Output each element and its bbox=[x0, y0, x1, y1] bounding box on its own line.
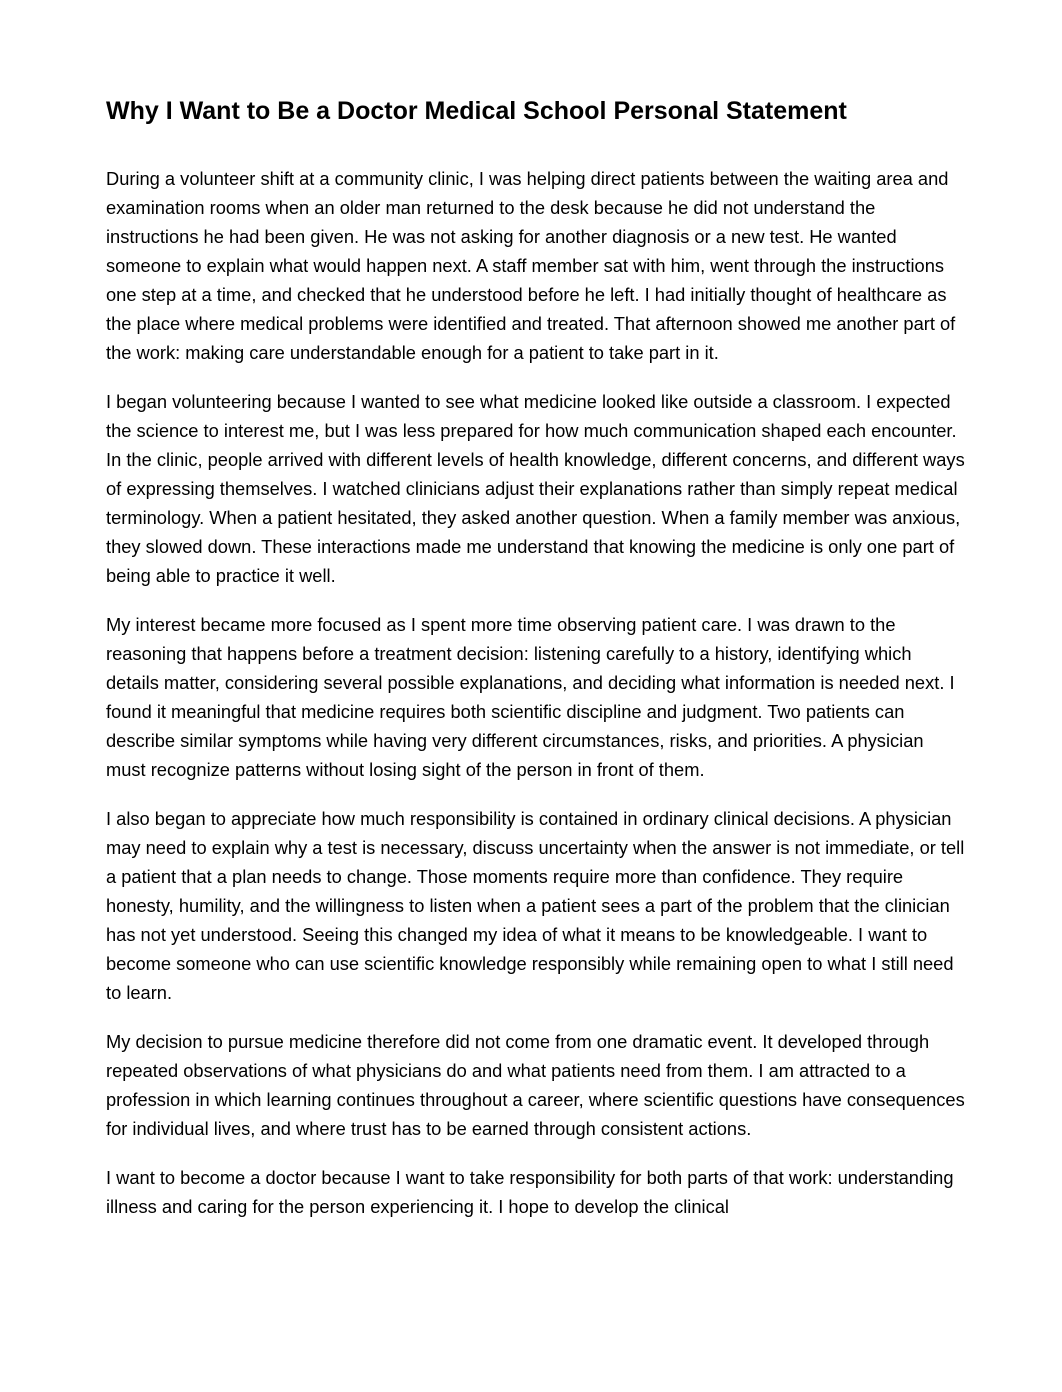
paragraph-3: My interest became more focused as I spent more time observing patient care. I was drawn to the reasoning that happens before a treatment decision: listening carefully to a history, identifying which details matter, considering several possible explanations, and deciding what information is needed next. I found it meaningful that medicine requires both scientific discipline and judgment. Two patients can describe similar symptoms while having very different circumstances, risks, and priorities. A physician must recognize patterns without losing sight of the person in front of them. bbox=[106, 614, 955, 780]
paragraph-5: My decision to pursue medicine therefore did not come from one dramatic event. It developed through repeated observations of what physicians do and what patients need from them. I am attracted to a profession in which learning continues throughout a career, where scientific questions have consequences for individual lives, and where trust has to be earned through consistent actions. bbox=[106, 1031, 965, 1139]
paragraph-4: I also began to appreciate how much responsibility is contained in ordinary clinical decisions. A physician may need to explain why a test is necessary, discuss uncertainty when the answer is not immediate, or tell a patient that a plan needs to change. Those moments require more than confidence. They require honesty, humility, and the willingness to listen when a patient sees a part of the problem that the clinician has not yet understood. Seeing this changed my idea of what it means to be knowledgeable. I want to become someone who can use scientific knowledge responsibly while remaining open to what I still need to learn. bbox=[106, 808, 965, 1003]
paragraph-2: I began volunteering because I wanted to see what medicine looked like outside a classroom. I expected the science to interest me, but I was less prepared for how much communication shaped each encounter. In the clinic, people arrived with different levels of health knowledge, different concerns, and different ways of expressing themselves. I watched clinicians adjust their explanations rather than simply repeat medical terminology. When a patient hesitated, they asked another question. When a family member was anxious, they slowed down. These interactions made me understand that knowing the medicine is only one part of being able to practice it well. bbox=[106, 391, 965, 586]
document-body bbox=[106, 164, 968, 1241]
paragraph-6: I want to become a doctor because I want to take responsibility for both parts of that work: understanding illness and caring for the person experiencing it. I hope to develop the clinical bbox=[106, 1167, 954, 1217]
paragraph-1: During a volunteer shift at a community clinic, I was helping direct patients between the waiting area and examination rooms when an older man returned to the desk because he did not understand the instructions he had been given. He was not asking for another diagnosis or a new test. He wanted someone to explain what would happen next. A staff member sat with him, went through the instructions one step at a time, and checked that he understood before he left. I had initially thought of healthcare as the place where medical problems were identified and treated. That afternoon showed me another part of the work: making care understandable enough for a patient to take part in it. bbox=[106, 168, 956, 363]
document-title: Why I Want to Be a Doctor Medical School Personal Statement bbox=[106, 97, 847, 125]
